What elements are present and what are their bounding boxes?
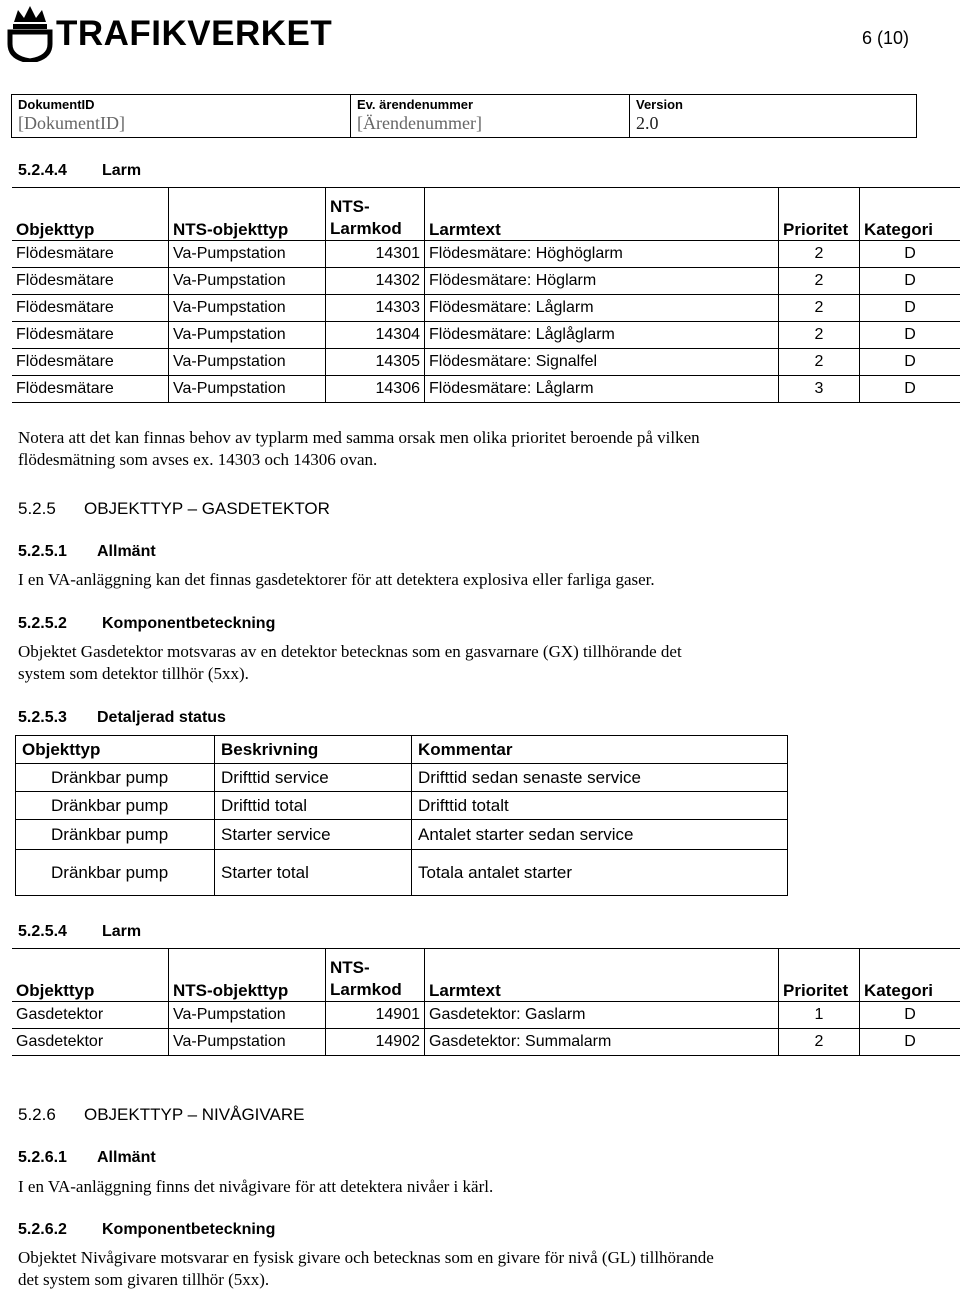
paragraph-line: Objektet Gasdetektor motsvaras av en detektor betecknas som en gasvarnare (GX) tillhörande det — [18, 642, 682, 661]
table-cell: Starter service — [215, 820, 412, 850]
section-number: 5.2.5.3 — [18, 709, 67, 726]
table-cell: Va-Pumpstation — [169, 349, 326, 376]
meta-arendenummer — [351, 95, 630, 138]
alarm-table-body — [12, 241, 960, 403]
table-cell: Va-Pumpstation — [169, 295, 326, 322]
col-header: Kategori — [860, 188, 960, 241]
table-cell: Flödesmätare: Höglarm — [425, 268, 779, 295]
col-header: Beskrivning — [215, 736, 412, 764]
section-heading — [18, 162, 141, 180]
note-paragraph — [18, 427, 700, 471]
table-cell: 2 — [779, 268, 860, 295]
table-cell: Starter total — [215, 850, 412, 896]
note-line: Notera att det kan finnas behov av typlarm med samma orsak men olika prioritet beroende på vilken — [18, 428, 700, 447]
section-number: 5.2.6 — [18, 1105, 56, 1124]
table-cell: Va-Pumpstation — [169, 376, 326, 403]
section-title: OBJEKTTYP – GASDETEKTOR — [84, 499, 330, 518]
table-cell: Flödesmätare — [12, 376, 169, 403]
section-title: Allmänt — [97, 543, 156, 560]
section-heading — [18, 615, 275, 633]
table-cell: 14305 — [326, 349, 425, 376]
table-cell: Drifttid totalt — [412, 792, 788, 820]
table-cell: Dränkbar pump — [16, 820, 215, 850]
section-title: Larm — [102, 923, 142, 940]
col-header: Objekttyp — [16, 736, 215, 764]
section-heading — [18, 1221, 275, 1239]
table-cell: 14902 — [326, 1029, 425, 1056]
logo-wordmark: TRAFIKVERKET — [56, 14, 333, 53]
meta-label: DokumentID — [18, 97, 95, 112]
table-cell: Gasdetektor: Summalarm — [425, 1029, 779, 1056]
table-cell: D — [860, 349, 960, 376]
table-row — [16, 820, 788, 850]
paragraph — [18, 1247, 714, 1291]
table-cell: 2 — [779, 349, 860, 376]
table-row — [16, 764, 788, 792]
table-cell: D — [860, 1002, 960, 1029]
col-header: NTS-objekttyp — [169, 188, 326, 241]
section-heading — [18, 923, 141, 941]
header-line: Larmkod — [330, 980, 402, 999]
table-cell: 1 — [779, 1002, 860, 1029]
alarm-table-body — [12, 1002, 960, 1056]
meta-value: 2.0 — [636, 113, 659, 133]
header-line: Larmkod — [330, 219, 402, 238]
table-cell: 14306 — [326, 376, 425, 403]
table-cell: Flödesmätare — [12, 268, 169, 295]
table-cell: 2 — [779, 1029, 860, 1056]
section-title: OBJEKTTYP – NIVÅGIVARE — [84, 1105, 305, 1124]
table-cell: Flödesmätare: Låglåglarm — [425, 322, 779, 349]
meta-label: Version — [636, 97, 683, 112]
table-cell: Flödesmätare — [12, 295, 169, 322]
table-row — [12, 295, 960, 322]
paragraph-line: Objektet Nivågivare motsvarar en fysisk givare och betecknas som en givare för nivå (GL) tillhörande — [18, 1248, 714, 1267]
table-cell: D — [860, 295, 960, 322]
table-row — [12, 376, 960, 403]
section-number: 5.2.6.2 — [18, 1221, 67, 1238]
section-title: Allmänt — [97, 1149, 156, 1166]
col-header-nts-larmkod — [326, 949, 425, 1002]
table-cell: 14304 — [326, 322, 425, 349]
table-cell: Dränkbar pump — [16, 850, 215, 896]
section-title: Larm — [102, 162, 142, 179]
meta-version — [630, 95, 917, 138]
section-number: 5.2.5.4 — [18, 923, 67, 940]
paragraph: I en VA-anläggning finns det nivågivare för att detektera nivåer i kärl. — [18, 1177, 494, 1196]
paragraph-line: system som detektor tillhör (5xx). — [18, 664, 249, 683]
header-line: NTS- — [330, 958, 370, 977]
section-heading — [18, 709, 226, 727]
alarm-table-flodesmatare — [12, 187, 960, 403]
table-cell: 14301 — [326, 241, 425, 268]
col-header: Objekttyp — [12, 949, 169, 1002]
table-cell: Drifttid total — [215, 792, 412, 820]
table-row — [12, 1002, 960, 1029]
table-cell: Flödesmätare: Signalfel — [425, 349, 779, 376]
section-title: Komponentbeteckning — [102, 1221, 276, 1238]
table-cell: Va-Pumpstation — [169, 1029, 326, 1056]
table-cell: Drifttid sedan senaste service — [412, 764, 788, 792]
table-cell: Va-Pumpstation — [169, 241, 326, 268]
section-heading — [18, 1105, 304, 1125]
table-cell: D — [860, 322, 960, 349]
table-cell: D — [860, 241, 960, 268]
col-header: Larmtext — [425, 949, 779, 1002]
table-row — [12, 349, 960, 376]
col-header-nts-larmkod — [326, 188, 425, 241]
table-cell: Flödesmätare: Höghöglarm — [425, 241, 779, 268]
paragraph — [18, 641, 682, 685]
table-cell: 3 — [779, 376, 860, 403]
table-row — [12, 268, 960, 295]
col-header: Prioritet — [779, 949, 860, 1002]
meta-label: Ev. ärendenummer — [357, 97, 474, 112]
table-cell: Va-Pumpstation — [169, 268, 326, 295]
section-heading — [18, 499, 330, 519]
col-header: Prioritet — [779, 188, 860, 241]
table-row — [16, 792, 788, 820]
meta-documentid — [12, 95, 351, 138]
table-row — [12, 322, 960, 349]
meta-value: [DokumentID] — [18, 113, 125, 133]
table-row — [16, 850, 788, 896]
status-table-body — [16, 764, 788, 896]
col-header: Kommentar — [412, 736, 788, 764]
table-cell: D — [860, 1029, 960, 1056]
table-cell: Va-Pumpstation — [169, 322, 326, 349]
crown-shield-icon — [4, 4, 56, 62]
meta-value: [Ärendenummer] — [357, 113, 482, 133]
table-cell: Gasdetektor — [12, 1002, 169, 1029]
detailed-status-table — [15, 735, 788, 896]
table-row — [12, 241, 960, 268]
section-number: 5.2.6.1 — [18, 1149, 67, 1166]
section-number: 5.2.5.2 — [18, 615, 67, 632]
table-cell: 2 — [779, 322, 860, 349]
table-cell: Gasdetektor: Gaslarm — [425, 1002, 779, 1029]
section-number: 5.2.5.1 — [18, 543, 67, 560]
table-cell: 14302 — [326, 268, 425, 295]
paragraph-line: det system som givaren tillhör (5xx). — [18, 1270, 270, 1289]
table-cell: Antalet starter sedan service — [412, 820, 788, 850]
section-heading — [18, 543, 156, 561]
table-cell: Flödesmätare: Låglarm — [425, 295, 779, 322]
col-header: Kategori — [860, 949, 960, 1002]
section-title: Komponentbeteckning — [102, 615, 276, 632]
col-header: Objekttyp — [12, 188, 169, 241]
table-cell: 14303 — [326, 295, 425, 322]
col-header: Larmtext — [425, 188, 779, 241]
table-cell: Flödesmätare — [12, 241, 169, 268]
section-title: Detaljerad status — [97, 709, 226, 726]
trafikverket-logo — [4, 4, 333, 64]
header-line: NTS- — [330, 197, 370, 216]
table-cell: D — [860, 376, 960, 403]
table-cell: 2 — [779, 241, 860, 268]
table-cell: 14901 — [326, 1002, 425, 1029]
section-heading — [18, 1149, 156, 1167]
table-cell: Flödesmätare — [12, 349, 169, 376]
table-cell: 2 — [779, 295, 860, 322]
page-number: 6 (10) — [862, 28, 910, 48]
table-cell: Dränkbar pump — [16, 764, 215, 792]
table-cell: Totala antalet starter — [412, 850, 788, 896]
alarm-table-gasdetektor — [12, 948, 960, 1056]
section-number: 5.2.4.4 — [18, 162, 67, 179]
table-cell: Dränkbar pump — [16, 792, 215, 820]
table-cell: Flödesmätare — [12, 322, 169, 349]
table-cell: Flödesmätare: Låglarm — [425, 376, 779, 403]
document-meta-table — [11, 94, 917, 138]
note-line: flödesmätning som avses ex. 14303 och 14306 ovan. — [18, 450, 378, 469]
table-cell: Drifttid service — [215, 764, 412, 792]
section-number: 5.2.5 — [18, 499, 56, 518]
col-header: NTS-objekttyp — [169, 949, 326, 1002]
table-cell: Gasdetektor — [12, 1029, 169, 1056]
paragraph: I en VA-anläggning kan det finnas gasdetektorer för att detektera explosiva eller farliga gaser. — [18, 570, 655, 589]
table-cell: D — [860, 268, 960, 295]
table-cell: Va-Pumpstation — [169, 1002, 326, 1029]
table-row — [12, 1029, 960, 1056]
